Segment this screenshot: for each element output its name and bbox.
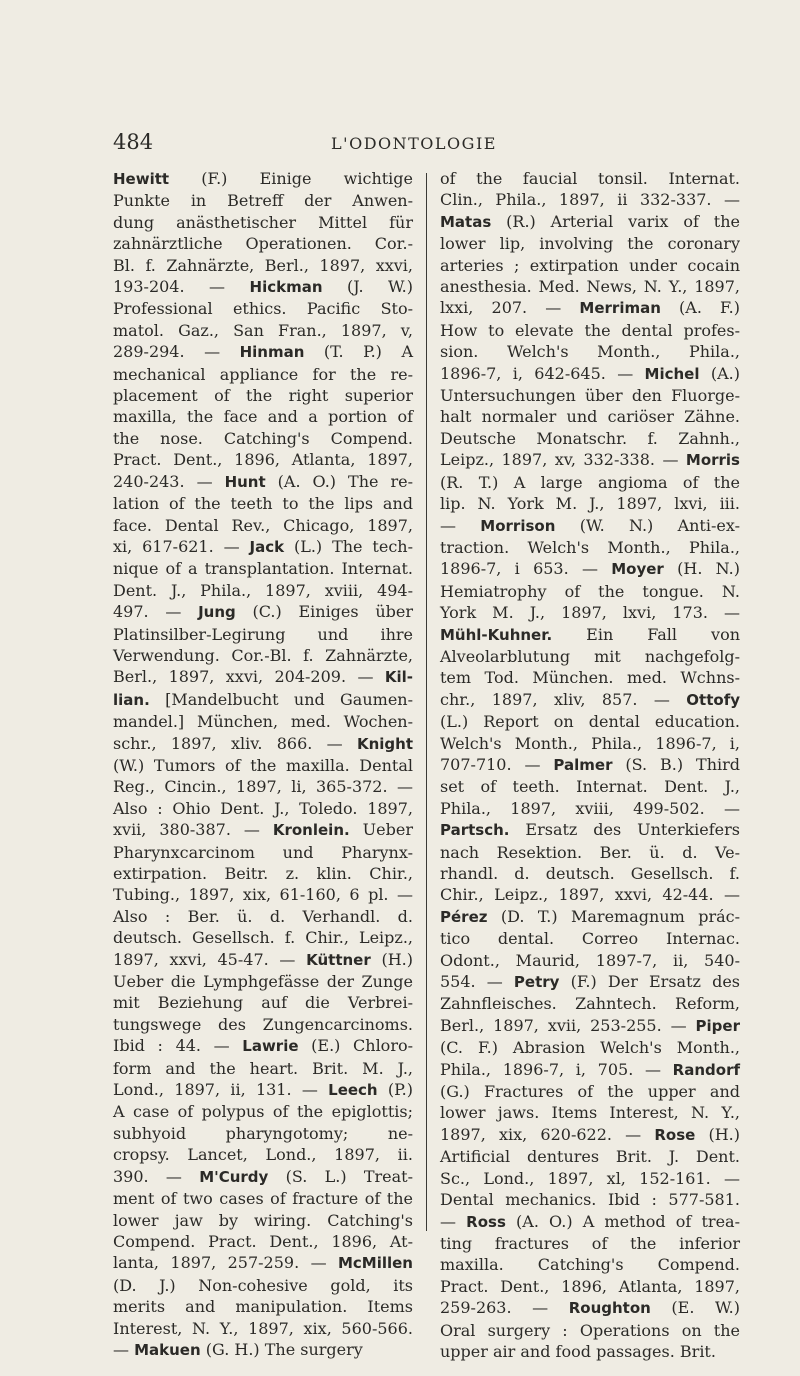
text-line: [113, 906, 413, 927]
text-line: [440, 1233, 740, 1254]
column-divider: [426, 173, 427, 1231]
citation-text: ment of two cases of fracture of the: [113, 1189, 413, 1209]
text-line: [440, 842, 740, 863]
citation-text: (H.): [695, 1124, 741, 1144]
text-line: [113, 385, 413, 406]
citation-text: tem Tod. München. med. Wchns-: [440, 668, 740, 688]
citation-text: Interest, N. Y., 1897, xix, 560-566.: [113, 1318, 413, 1338]
text-line: [440, 1254, 740, 1275]
text-line: [440, 646, 740, 667]
author-name: Matas: [440, 212, 492, 231]
text-line: [113, 733, 413, 755]
citation-text: (S. L.) Treat-: [268, 1166, 414, 1186]
citation-text: Ibid : 44. —: [113, 1036, 243, 1056]
citation-text: (C.) Einiges über: [235, 602, 413, 622]
text-line: [440, 297, 740, 319]
text-line: [440, 1124, 740, 1146]
citation-text: lower jaws. Items Interest, N. Y.,: [440, 1103, 740, 1123]
citation-text: (C. F.) Abrasion Welch's Month.,: [440, 1038, 740, 1058]
text-line: [113, 842, 413, 863]
author-name: Hunt: [224, 472, 266, 491]
text-line: [440, 1037, 740, 1058]
text-line: [113, 798, 413, 819]
text-line: [440, 667, 740, 688]
text-line: [113, 298, 413, 319]
text-line: [440, 1341, 740, 1362]
text-line: [113, 536, 413, 558]
text-line: [440, 733, 740, 754]
citation-text: tungswege des Zungencarcinoms.: [113, 1014, 413, 1034]
text-line: [113, 1058, 413, 1079]
text-line: [440, 168, 740, 189]
text-line: [113, 428, 413, 449]
text-line: [440, 428, 740, 449]
citation-text: placement of the right superior: [113, 386, 413, 406]
text-line: [113, 364, 413, 385]
citation-text: lanta, 1897, 257-259. —: [113, 1253, 338, 1273]
citation-text: York M. J., 1897, lxvi, 173. —: [440, 603, 740, 623]
text-line: [113, 515, 413, 536]
citation-text: lower lip, involving the coronary: [440, 234, 740, 254]
author-name: Ross: [466, 1212, 506, 1231]
text-line: [113, 1014, 413, 1035]
text-line: [440, 1168, 740, 1189]
text-line: [440, 581, 740, 602]
citation-text: 390. —: [113, 1166, 200, 1186]
text-line: [113, 819, 413, 841]
text-line: [440, 449, 740, 471]
citation-text: of the faucial tonsil. Internat.: [440, 169, 740, 188]
citation-text: anesthesia. Med. News, N. Y., 1897,: [440, 277, 740, 297]
text-line: [113, 624, 413, 645]
text-line: [113, 580, 413, 601]
citation-text: Hemiatrophy of the tongue. N.: [440, 581, 740, 601]
citation-text: xi, 617-621. —: [113, 536, 250, 556]
text-line: [440, 558, 740, 580]
citation-text: (G.) Fractures of the upper and: [440, 1082, 740, 1102]
author-name: Kil-: [384, 668, 413, 687]
author-name: lian.: [113, 690, 150, 709]
author-name: Moyer: [611, 560, 664, 579]
citation-text: Professional ethics. Pacific Sto-: [113, 299, 413, 319]
text-line: [440, 1081, 740, 1102]
citation-text: Clin., Phila., 1897, ii 332-337. —: [440, 190, 740, 210]
author-name: Knight: [356, 734, 413, 753]
text-line: [440, 624, 740, 646]
text-line: [113, 276, 413, 298]
citation-text: Alveolarblutung mit nachgefolg-: [440, 646, 740, 666]
citation-text: 707-710. —: [440, 754, 554, 774]
text-line: [113, 1231, 413, 1252]
text-line: [440, 341, 740, 362]
citation-text: cropsy. Lancet, Lond., 1897, ii.: [113, 1145, 413, 1165]
citation-text: 1897, xxvi, 45-47. —: [113, 949, 307, 969]
citation-text: 1896-7, i, 642-645. —: [440, 363, 645, 383]
left-column: [113, 168, 413, 1361]
text-line: [440, 515, 740, 537]
text-line: [113, 471, 413, 493]
citation-text: 1896-7, i 653. —: [440, 559, 612, 579]
citation-text: sion. Welch's Month., Phila.,: [440, 342, 740, 362]
author-name: Randorf: [672, 1060, 740, 1079]
citation-text: Dent. J., Phila., 1897, xviii, 494-: [113, 580, 413, 600]
citation-text: lation of the teeth to the lips and: [113, 494, 413, 514]
text-line: [440, 993, 740, 1014]
text-line: [440, 537, 740, 558]
text-line: [440, 320, 740, 341]
citation-text: Ueber: [349, 820, 413, 840]
page-number: 484: [113, 130, 154, 154]
citation-text: (A. O.) A method of trea-: [505, 1211, 740, 1231]
citation-text: Also : Ber. ü. d. Verhandl. d.: [113, 906, 413, 926]
author-name: Palmer: [553, 755, 613, 774]
citation-text: Leipz., 1897, xv, 332-338. —: [440, 450, 686, 470]
author-name: Morris: [685, 451, 740, 470]
author-name: McMillen: [337, 1254, 413, 1273]
text-line: [440, 776, 740, 797]
citation-text: A case of polypus of the epiglottis;: [113, 1102, 413, 1122]
text-line: [440, 1015, 740, 1037]
citation-text: —: [440, 1211, 467, 1231]
text-line: [440, 884, 740, 905]
citation-text: nach Resektion. Ber. ü. d. Ve-: [440, 842, 740, 862]
citation-text: Oral surgery : Operations on the: [440, 1320, 740, 1340]
text-line: [113, 558, 413, 579]
text-line: [113, 1035, 413, 1057]
text-line: [113, 1318, 413, 1339]
author-name: Partsch.: [440, 821, 510, 840]
citation-text: ting fractures of the inferior: [440, 1233, 740, 1253]
text-line: [440, 863, 740, 884]
citation-text: Ueber die Lymphgefässe der Zunge: [113, 972, 413, 992]
citation-text: Welch's Month., Phila., 1896-7, i,: [440, 733, 740, 753]
text-line: [113, 666, 413, 688]
citation-text: Phila., 1897, xviii, 499-502. —: [440, 798, 740, 818]
text-line: [440, 798, 740, 819]
text-line: [440, 189, 740, 210]
citation-text: mandel.] München, med. Wochen-: [113, 712, 413, 732]
text-line: [440, 602, 740, 623]
citation-text: merits and manipulation. Items: [113, 1297, 413, 1317]
text-line: [113, 1101, 413, 1122]
text-line: [440, 406, 740, 427]
citation-text: set of teeth. Internat. Dent. J.,: [440, 777, 740, 797]
author-name: Küttner: [306, 950, 371, 969]
citation-text: maxilla, the face and a portion of: [113, 407, 413, 427]
text-line: [113, 406, 413, 427]
citation-text: (W.) Tumors of the maxilla. Dental: [113, 755, 413, 775]
text-line: [113, 601, 413, 623]
author-name: Kronlein.: [272, 821, 350, 840]
citation-text: Artificial dentures Brit. J. Dent.: [440, 1147, 740, 1167]
text-line: [113, 927, 413, 948]
citation-text: chr., 1897, xliv, 857. —: [440, 689, 687, 709]
text-line: [113, 689, 413, 711]
citation-text: form and the heart. Brit. M. J.,: [113, 1058, 413, 1078]
citation-text: Odont., Maurid, 1897-7, ii, 540-: [440, 950, 740, 970]
text-line: [113, 1210, 413, 1231]
citation-text: Compend. Pract. Dent., 1896, At-: [113, 1231, 413, 1251]
citation-text: mit Beziehung auf die Verbrei-: [113, 993, 413, 1013]
citation-text: Deutsche Monatschr. f. Zahnh.,: [440, 428, 740, 448]
citation-text: Chir., Leipz., 1897, xxvi, 42-44. —: [440, 885, 740, 905]
citation-text: Dental mechanics. Ibid : 577-581.: [440, 1190, 740, 1210]
author-name: Petry: [513, 973, 560, 992]
citation-text: 193-204. —: [113, 277, 250, 297]
citation-text: —: [113, 1339, 135, 1359]
author-name: Hewitt: [113, 170, 170, 188]
citation-text: (H.): [370, 949, 413, 969]
citation-text: (E. W.): [650, 1298, 740, 1318]
citation-text: (L.) Report on dental education.: [440, 712, 740, 732]
citation-text: Pharynxcarcinom und Pharynx-: [113, 842, 413, 862]
citation-text: (A.): [699, 363, 740, 383]
citation-text: Berl., 1897, xvii, 253-255. —: [440, 1015, 696, 1035]
text-line: [440, 493, 740, 514]
text-line: [440, 689, 740, 711]
citation-text: traction. Welch's Month., Phila.,: [440, 537, 740, 557]
citation-text: nique of a transplantation. Internat.: [113, 559, 413, 579]
citation-text: (A. O.) The re-: [265, 471, 413, 491]
author-name: Morrison: [480, 516, 556, 535]
citation-text: Platinsilber-Legirung und ihre: [113, 624, 413, 644]
author-name: Lawrie: [242, 1037, 299, 1056]
citation-text: arteries ; extirpation under cocain: [440, 255, 740, 275]
text-line: [440, 1189, 740, 1210]
right-column: [440, 168, 740, 1362]
text-line: [440, 1320, 740, 1341]
citation-text: schr., 1897, xliv. 866. —: [113, 733, 357, 753]
text-line: [440, 363, 740, 385]
text-line: [113, 233, 413, 254]
citation-text: tico dental. Correo Internac.: [440, 929, 740, 949]
citation-text: 240-243. —: [113, 471, 225, 491]
text-line: [440, 211, 740, 233]
text-line: [113, 863, 413, 884]
running-title: L'ODONTOLOGIE: [331, 134, 497, 153]
text-line: [113, 1252, 413, 1274]
citation-text: (P.): [377, 1080, 413, 1100]
text-line: [113, 493, 413, 514]
author-name: Leech: [328, 1081, 378, 1100]
citation-text: (D. J.) Non-cohesive gold, its: [113, 1275, 413, 1295]
text-line: [113, 255, 413, 276]
citation-text: (G. H.) The surgery: [200, 1339, 363, 1359]
text-line: [440, 1211, 740, 1233]
author-name: Makuen: [134, 1340, 201, 1359]
author-name: Hinman: [239, 343, 305, 362]
text-line: [440, 711, 740, 732]
text-line: [440, 385, 740, 406]
text-line: [113, 1079, 413, 1101]
author-name: Hickman: [249, 278, 323, 297]
citation-text: Pract. Dent., 1896, Atlanta, 1897,: [440, 1276, 740, 1296]
text-line: [113, 1188, 413, 1209]
text-line: [113, 168, 413, 190]
citation-text: Reg., Cincin., 1897, li, 365-372. —: [113, 777, 413, 797]
citation-text: mechanical appliance for the re-: [113, 364, 413, 384]
text-line: [113, 755, 413, 776]
text-line: [113, 711, 413, 732]
citation-text: (T. P.) A: [304, 342, 413, 362]
citation-text: (L.) The tech-: [284, 536, 413, 556]
text-line: [113, 1275, 413, 1296]
citation-text: —: [440, 515, 481, 535]
text-line: [440, 233, 740, 254]
text-line: [113, 971, 413, 992]
text-line: [440, 971, 740, 993]
citation-text: Zahnfleisches. Zahntech. Reform,: [440, 994, 740, 1014]
author-name: Jack: [249, 537, 285, 556]
text-line: [440, 1276, 740, 1297]
citation-text: (F.) Der Ersatz des: [559, 972, 741, 992]
citation-text: zahnärztliche Operationen. Cor.-: [113, 234, 413, 254]
text-line: [113, 992, 413, 1013]
citation-text: How to elevate the dental profes-: [440, 320, 740, 340]
citation-text: Ersatz des Unterkiefers: [509, 820, 740, 840]
citation-text: lxxi, 207. —: [440, 298, 580, 318]
citation-text: (S. B.) Third: [612, 754, 740, 774]
citation-text: Lond., 1897, ii, 131. —: [113, 1080, 329, 1100]
text-line: [113, 190, 413, 211]
citation-text: (E.) Chloro-: [298, 1036, 413, 1056]
text-line: [440, 472, 740, 493]
citation-text: 554. —: [440, 972, 514, 992]
citation-text: (H. N.): [663, 559, 740, 579]
citation-text: Berl., 1897, xxvi, 204-209. —: [113, 667, 385, 687]
citation-text: extirpation. Beitr. z. klin. Chir.,: [113, 864, 413, 883]
author-name: M'Curdy: [199, 1167, 269, 1186]
text-line: [113, 1166, 413, 1188]
citation-text: deutsch. Gesellsch. f. Chir., Leipz.,: [113, 928, 413, 948]
citation-text: face. Dental Rev., Chicago, 1897,: [113, 515, 413, 535]
text-line: [440, 950, 740, 971]
citation-text: 1897, xix, 620-622. —: [440, 1124, 655, 1144]
citation-text: the nose. Catching's Compend.: [113, 428, 413, 448]
citation-text: (R. T.) A large angioma of the: [440, 472, 740, 492]
citation-text: Untersuchungen über den Fluorge-: [440, 386, 740, 406]
text-line: [113, 949, 413, 971]
citation-text: Sc., Lond., 1897, xl, 152-161. —: [440, 1168, 740, 1188]
citation-text: Bl. f. Zahnärzte, Berl., 1897, xxvi,: [113, 255, 413, 275]
text-line: [440, 1102, 740, 1123]
citation-text: lower jaw by wiring. Catching's: [113, 1210, 413, 1230]
author-name: Roughton: [568, 1299, 651, 1318]
running-header: [113, 130, 715, 160]
citation-text: [Mandelbucht und Gaumen-: [149, 689, 413, 709]
citation-text: lip. N. York M. J., 1897, lxvi, iii.: [440, 494, 740, 514]
citation-text: maxilla. Catching's Compend.: [440, 1255, 740, 1275]
author-name: Mühl-Kuhner.: [440, 625, 553, 644]
citation-text: Punkte in Betreff der Anwen-: [113, 191, 413, 211]
text-line: [440, 928, 740, 949]
citation-text: 289-294. —: [113, 342, 240, 362]
citation-text: 497. —: [113, 602, 199, 622]
author-name: Ottofy: [686, 690, 740, 709]
author-name: Rose: [654, 1125, 696, 1144]
author-name: Pérez: [440, 907, 488, 926]
text-line: [440, 1059, 740, 1081]
citation-text: (R.) Arterial varix of the: [491, 211, 740, 231]
text-line: [440, 276, 740, 297]
citation-text: rhandl. d. deutsch. Gesellsch. f.: [440, 864, 740, 883]
citation-text: xvii, 380-387. —: [113, 820, 273, 840]
text-line: [113, 1339, 413, 1361]
text-line: [113, 341, 413, 363]
text-line: [440, 1146, 740, 1167]
author-name: Michel: [644, 364, 700, 383]
text-line: [440, 819, 740, 841]
text-line: [113, 1144, 413, 1165]
citation-text: halt normaler und cariöser Zähne.: [440, 407, 740, 427]
citation-text: Also : Ohio Dent. J., Toledo. 1897,: [113, 798, 413, 818]
text-line: [440, 1297, 740, 1319]
citation-text: Ein Fall von: [552, 624, 740, 644]
citation-text: upper air and food passages. Brit.: [440, 1341, 716, 1361]
citation-text: matol. Gaz., San Fran., 1897, v,: [113, 320, 413, 340]
text-line: [440, 754, 740, 776]
text-line: [440, 255, 740, 276]
citation-text: Phila., 1896-7, i, 705. —: [440, 1059, 673, 1079]
text-line: [113, 1296, 413, 1317]
author-name: Piper: [695, 1016, 740, 1035]
citation-text: subhyoid pharyngotomy; ne-: [113, 1123, 413, 1143]
citation-text: (J. W.): [322, 277, 413, 297]
text-line: [113, 776, 413, 797]
author-name: Merriman: [579, 299, 661, 318]
citation-text: (D. T.) Maremagnum prác-: [487, 906, 740, 926]
citation-text: (F.) Einige wichtige: [169, 169, 413, 188]
citation-text: Pract. Dent., 1896, Atlanta, 1897,: [113, 450, 413, 470]
text-line: [113, 884, 413, 905]
citation-text: dung anästhetischer Mittel für: [113, 212, 413, 232]
citation-text: Verwendung. Cor.-Bl. f. Zahnärzte,: [113, 645, 413, 665]
text-line: [113, 449, 413, 470]
text-line: [113, 320, 413, 341]
citation-text: 259-263. —: [440, 1298, 569, 1318]
citation-text: Tubing., 1897, xix, 61-160, 6 pl. —: [113, 885, 413, 905]
text-line: [113, 212, 413, 233]
citation-text: (A. F.): [660, 298, 740, 318]
citation-text: (W. N.) Anti-ex-: [555, 515, 740, 535]
author-name: Jung: [198, 603, 236, 622]
text-line: [440, 906, 740, 928]
text-line: [113, 1123, 413, 1144]
text-line: [113, 645, 413, 666]
